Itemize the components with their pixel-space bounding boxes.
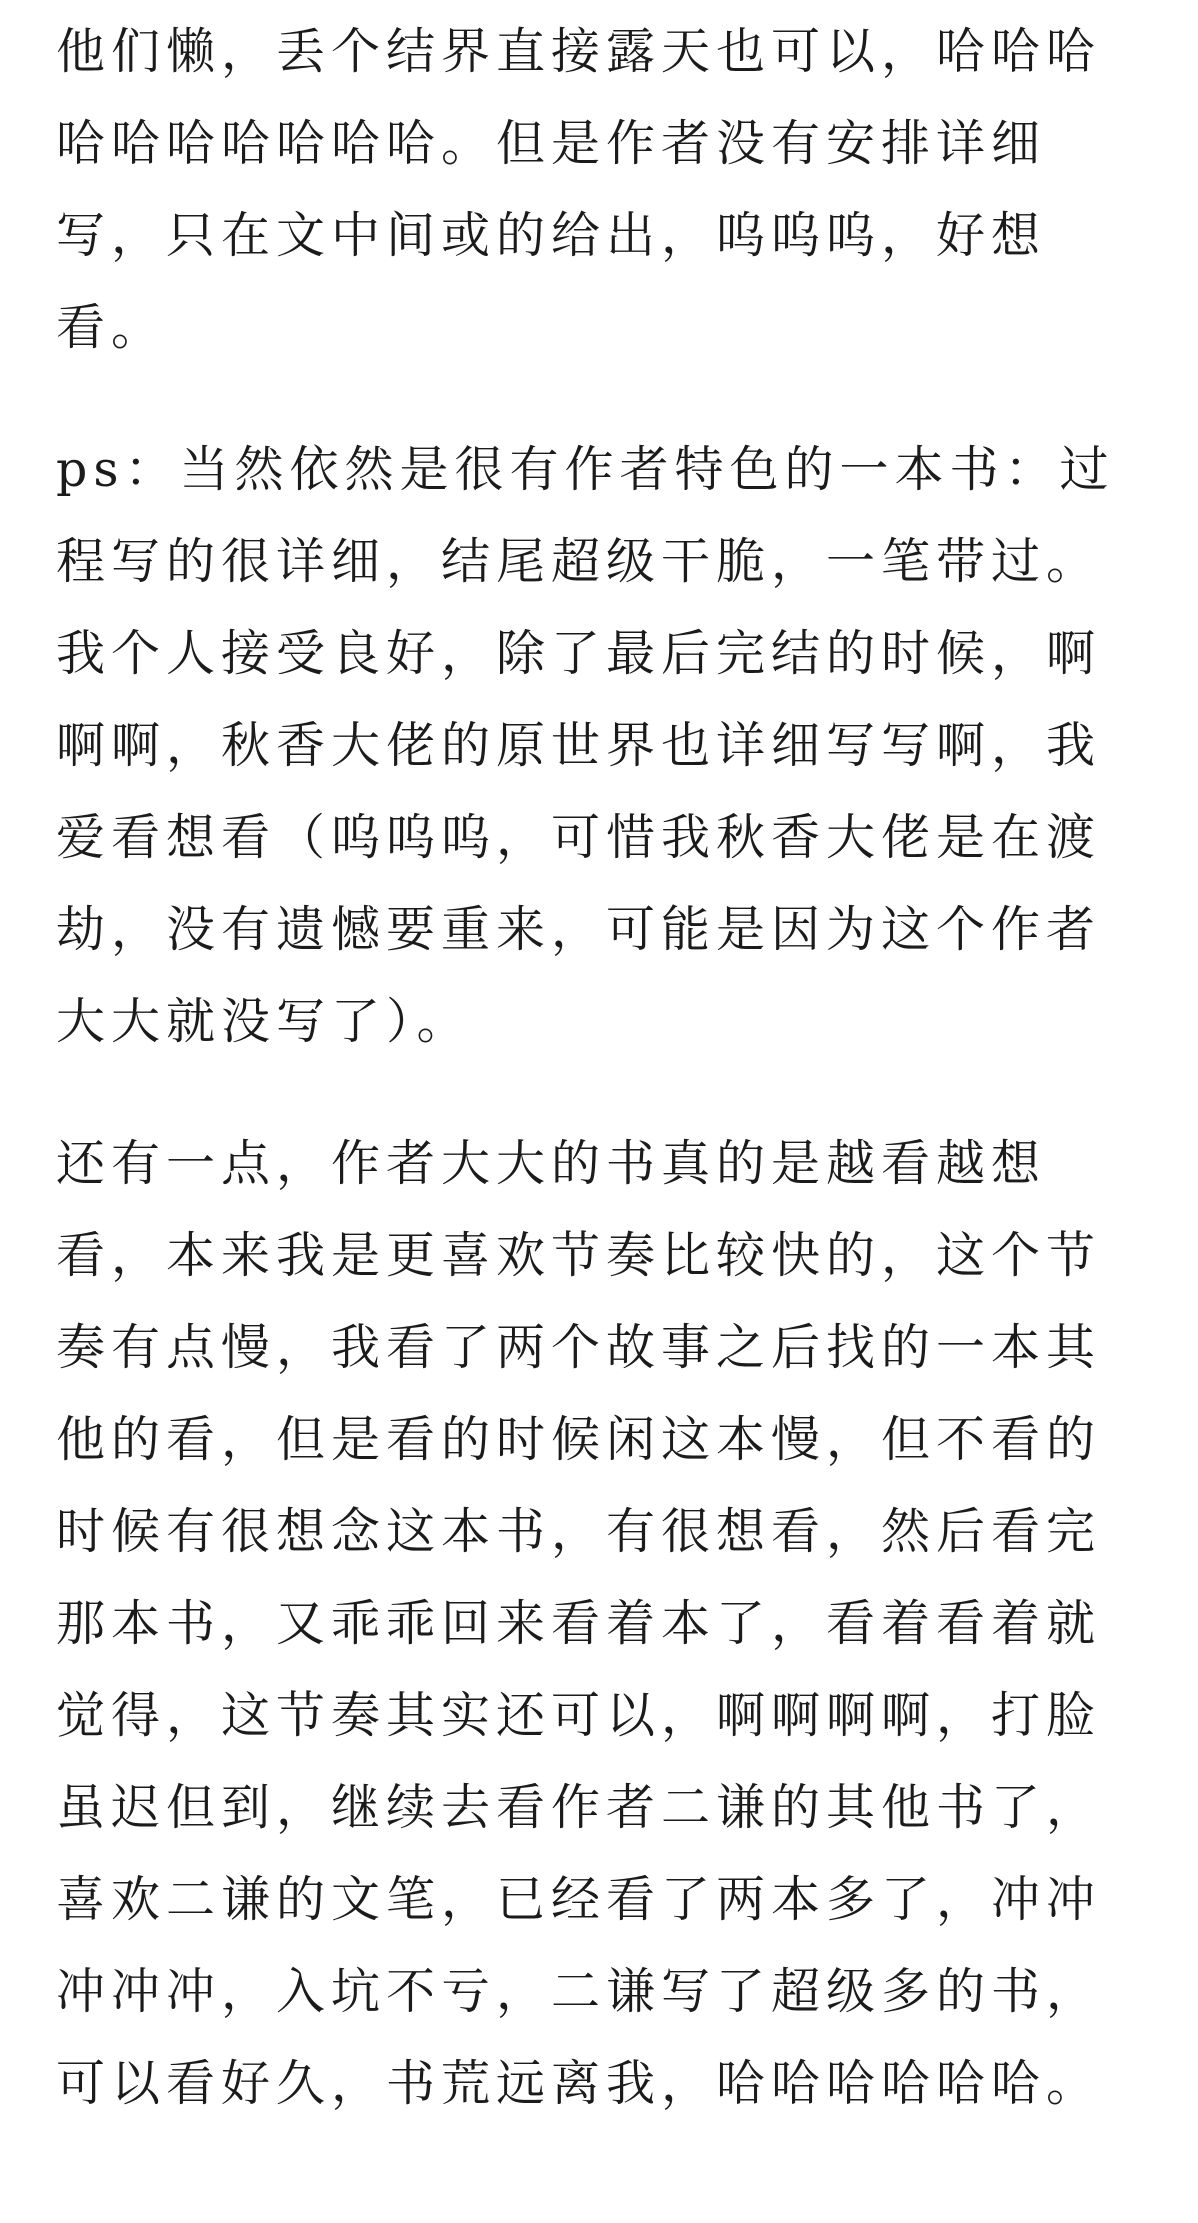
text-line: 大大就没写了）。	[56, 993, 472, 1050]
text-line: ps：当然依然是很有作者特色的一本书：过	[56, 441, 1115, 498]
text-line: 他的看，但是看的时候闲这本慢，但不看的	[56, 1411, 1102, 1468]
text-line: 觉得，这节奏其实还可以，啊啊啊啊，打脸	[56, 1687, 1102, 1744]
text-line: 啊啊，秋香大佬的原世界也详细写写啊，我	[56, 717, 1102, 774]
text-line: 那本书，又乖乖回来看着本了，看着看着就	[56, 1595, 1102, 1652]
text-line: 冲冲冲，入坑不亏，二谦写了超级多的书，	[56, 1963, 1102, 2020]
text-line: 还有一点，作者大大的书真的是越看越想	[56, 1135, 1047, 1192]
text-line: 奏有点慢，我看了两个故事之后找的一本其	[56, 1319, 1102, 1376]
text-line: 时候有很想念这本书，有很想看，然后看完	[56, 1503, 1102, 1560]
text-line: 看。	[56, 299, 167, 356]
text-line: 爱看想看（呜呜呜，可惜我秋香大佬是在渡	[56, 809, 1102, 866]
text-line: 写，只在文中间或的给出，呜呜呜，好想	[56, 207, 1047, 264]
paragraph-2	[56, 424, 1142, 1068]
text-line: 他们懒，丢个结界直接露天也可以，哈哈哈	[56, 23, 1102, 80]
text-line: 我个人接受良好，除了最后完结的时候，啊	[56, 625, 1102, 682]
text-line: 虽迟但到，继续去看作者二谦的其他书了，	[56, 1779, 1102, 1836]
text-line: 程写的很详细，结尾超级干脆，一笔带过。	[56, 533, 1102, 590]
article-body	[56, 0, 1142, 2130]
paragraph-3	[56, 1118, 1142, 2130]
text-line: 看，本来我是更喜欢节奏比较快的，这个节	[56, 1227, 1102, 1284]
text-line: 哈哈哈哈哈哈哈。但是作者没有安排详细	[56, 115, 1047, 172]
text-line: 喜欢二谦的文笔，已经看了两本多了，冲冲	[56, 1871, 1102, 1928]
paragraph-spacer	[56, 1068, 1142, 1118]
text-line: 可以看好久，书荒远离我，哈哈哈哈哈哈。	[56, 2055, 1102, 2112]
text-line: 劫，没有遗憾要重来，可能是因为这个作者	[56, 901, 1102, 958]
paragraph-spacer	[56, 374, 1142, 424]
paragraph-1	[56, 6, 1142, 374]
